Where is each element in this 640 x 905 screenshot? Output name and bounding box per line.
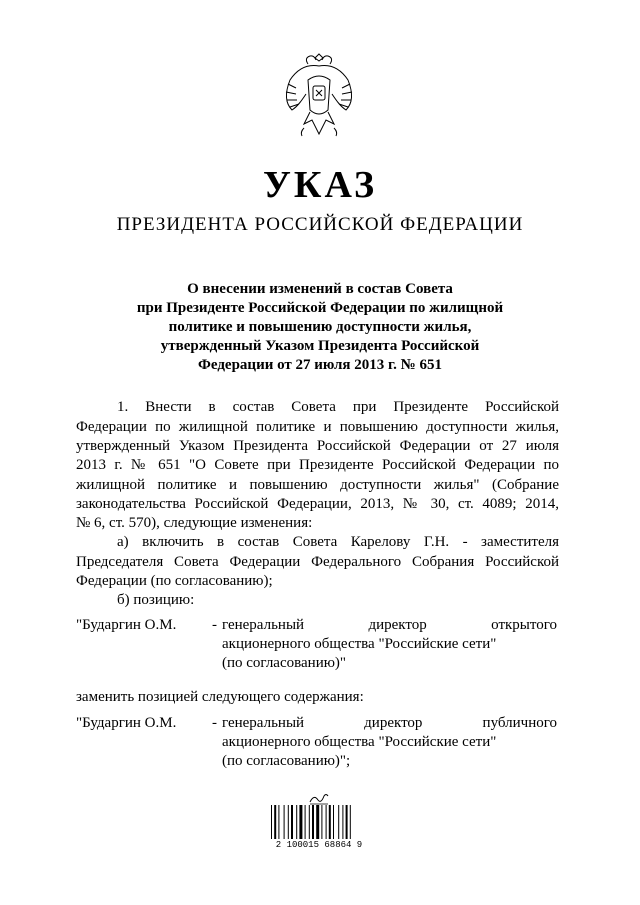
barcode-icon bbox=[270, 805, 362, 839]
entry-1-line: акционерного общества "Российские сети" bbox=[222, 636, 497, 652]
item-b-label: б) позицию: bbox=[117, 592, 195, 608]
entry-1-dash: - bbox=[212, 617, 217, 633]
heading-line: О внесении изменений в состав Совета bbox=[187, 281, 453, 297]
replace-text: заменить позицией следующего содержания: bbox=[76, 689, 364, 705]
paragraph-1-line: законодательства Российской Федерации, 2013, № 30, ст. 4089; 2014, bbox=[76, 496, 559, 512]
document-title: УКАЗ bbox=[263, 164, 377, 206]
barcode-number: 2 100015 68864 9 bbox=[275, 840, 363, 850]
heading-line: Федерации от 27 июля 2013 г. № 651 bbox=[198, 357, 442, 373]
item-a-line: а) включить в состав Совета Карелову Г.Н. - заместителя bbox=[117, 534, 559, 550]
entry-2-line: (по согласованию)"; bbox=[222, 753, 351, 769]
paragraph-1-line: 1. Внести в состав Совета при Президенте Российской bbox=[117, 399, 559, 415]
paragraph-1-line: утвержденный Указом Президента Российской Федерации от 27 июля bbox=[76, 438, 559, 454]
printer-mark-icon bbox=[308, 792, 330, 806]
paragraph-1-line: 2013 г. № 651 "О Совете при Президенте Российской Федерации по bbox=[76, 457, 559, 473]
coat-of-arms-icon bbox=[278, 50, 360, 142]
document-subtitle: ПРЕЗИДЕНТА РОССИЙСКОЙ ФЕДЕРАЦИИ bbox=[116, 214, 524, 235]
decree-heading bbox=[100, 280, 540, 375]
entry-1-line: генеральный директор открытого bbox=[222, 617, 557, 633]
paragraph-1-line: Федерации по жилищной политике и повышению доступности жилья, bbox=[76, 419, 559, 435]
heading-line: при Президенте Российской Федерации по жилищной bbox=[136, 300, 504, 316]
entry-2-name: "Бударгин О.М. bbox=[76, 715, 177, 731]
entry-2-dash: - bbox=[212, 715, 217, 731]
entry-2-line: акционерного общества "Российские сети" bbox=[222, 734, 497, 750]
item-a-line: Председателя Совета Федерации Федерального Собрания Российской bbox=[76, 554, 559, 570]
entry-2-line: генеральный директор публичного bbox=[222, 715, 557, 731]
entry-1-line: (по согласованию)" bbox=[222, 655, 347, 671]
paragraph-1-line: жилищной политике и повышению доступности жилья" (Собрание bbox=[76, 477, 559, 493]
paragraph-1-line: № 6, ст. 570), следующие изменения: bbox=[76, 515, 313, 531]
item-a-line: Федерации (по согласованию); bbox=[76, 573, 273, 589]
heading-line: утвержденный Указом Президента Российской bbox=[160, 338, 480, 354]
heading-line: политике и повышению доступности жилья, bbox=[168, 319, 472, 335]
entry-1-name: "Бударгин О.М. bbox=[76, 617, 177, 633]
